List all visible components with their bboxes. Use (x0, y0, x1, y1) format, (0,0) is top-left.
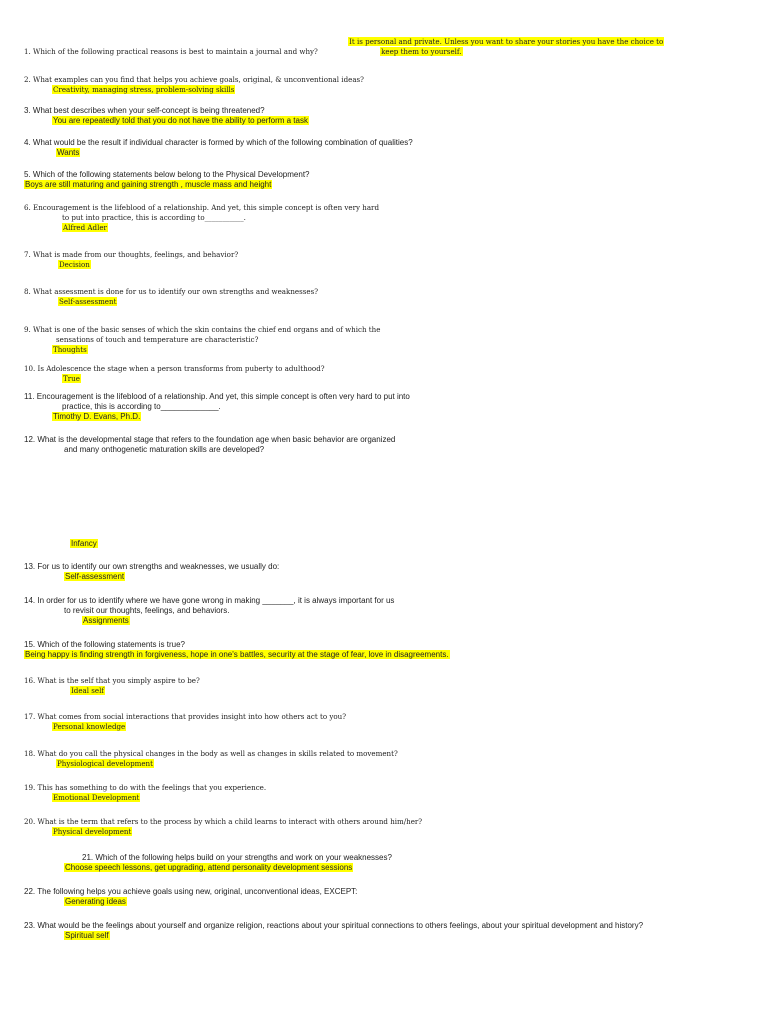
question-6 (24, 203, 724, 233)
question-text: 6. Encouragement is the lifeblood of a relationship. And yet, this simple concept is often very hard (24, 203, 379, 212)
question-text: 12. What is the developmental stage that refers to the foundation age when basic behavior are organized (24, 435, 396, 444)
question-text: to revisit our thoughts, feelings, and behaviors. (64, 606, 230, 615)
question-text: to put into practice, this is according to___________. (62, 213, 246, 222)
question-10 (24, 364, 724, 384)
question-text: 11. Encouragement is the lifeblood of a relationship. And yet, this simple concept is often very hard to put into (24, 392, 410, 401)
question-text: 16. What is the self that you simply aspire to be? (24, 676, 200, 685)
highlighted-answer: Generating ideas (65, 897, 126, 906)
question-1 (24, 37, 724, 57)
highlighted-answer: Choose speech lessons, get upgrading, attend personality development sessions (65, 863, 353, 872)
question-text: 9. What is one of the basic senses of which the skin contains the chief end organs and of which the (24, 325, 381, 334)
question-3 (24, 106, 724, 126)
question-text: 8. What assessment is done for us to identify our own strengths and weaknesses? (24, 287, 319, 296)
highlighted-answer: Self-assessment (59, 297, 117, 306)
highlighted-answer: Infancy (71, 539, 97, 548)
question-text: 5. Which of the following statements below belong to the Physical Development? (24, 170, 310, 179)
highlighted-answer: Thoughts (53, 345, 87, 354)
question-15 (24, 640, 724, 660)
highlighted-answer: Emotional Development (53, 793, 140, 802)
question-7 (24, 250, 724, 270)
question-text: 4. What would be the result if individual character is formed by which of the following combination of qualities? (24, 138, 413, 147)
question-16 (24, 676, 724, 696)
highlighted-answer: Personal knowledge (53, 722, 126, 731)
highlighted-answer: Boys are still maturing and gaining strength , muscle mass and height (25, 180, 272, 189)
question-text: 23. What would be the feelings about yourself and organize religion, reactions about your spiritual connections to others feelings, about your spiritual development and history? (24, 921, 644, 930)
question-9 (24, 325, 724, 355)
question-18 (24, 749, 724, 769)
question-text: 7. What is made from our thoughts, feelings, and behavior? (24, 250, 239, 259)
question-22 (24, 887, 724, 907)
answer-block (348, 37, 664, 57)
question-21 (24, 853, 724, 873)
highlighted-answer: You are repeatedly told that you do not have the ability to perform a task (53, 116, 308, 125)
question-17 (24, 712, 724, 732)
highlighted-answer: Spiritual self (65, 931, 109, 940)
question-8 (24, 287, 724, 307)
question-text: 13. For us to identify our own strengths and weaknesses, we usually do: (24, 562, 280, 571)
question-13 (24, 562, 724, 582)
highlighted-answer: Timothy D. Evans, Ph.D. (53, 412, 141, 421)
question-14 (24, 596, 724, 626)
highlighted-answer: Self-assessment (65, 572, 125, 581)
question-text: and many onthogenetic maturation skills are developed? (64, 445, 265, 454)
highlighted-answer: Physical development (53, 827, 132, 836)
highlighted-answer: It is personal and private. Unless you want to share your stories you have the choice to (349, 37, 664, 46)
question-11 (24, 392, 724, 422)
question-text: 22. The following helps you achieve goals using new, original, unconventional ideas, EXCEPT: (24, 887, 358, 896)
highlighted-answer: Wants (57, 148, 80, 157)
question-text: 3. What best describes when your self-concept is being threatened? (24, 106, 265, 115)
question-text: 1. Which of the following practical reasons is best to maintain a journal and why? (24, 47, 318, 56)
question-20 (24, 817, 724, 837)
question-5 (24, 170, 724, 190)
highlighted-answer: True (63, 374, 80, 383)
question-4 (24, 138, 724, 158)
highlighted-answer: Being happy is finding strength in forgiveness, hope in one's battles, security at the stage of fear, love in disagreements. (25, 650, 449, 659)
question-text: 10. Is Adolescence the stage when a person transforms from puberty to adulthood? (24, 364, 325, 373)
highlighted-answer: Decision (59, 260, 90, 269)
question-text: 14. In order for us to identify where we have gone wrong in making _______, it is always important for us (24, 596, 395, 605)
question-text: practice, this is according to_____________. (62, 402, 221, 411)
answer-12 (24, 539, 724, 549)
question-12 (24, 435, 724, 455)
question-text: 15. Which of the following statements is true? (24, 640, 185, 649)
question-text: 21. Which of the following helps build on your strengths and work on your weaknesses? (82, 853, 392, 862)
question-text: 2. What examples can you find that helps you achieve goals, original, & unconventional ideas? (24, 75, 364, 84)
question-text: 17. What comes from social interactions that provides insight into how others act to you? (24, 712, 347, 721)
question-text: 20. What is the term that refers to the process by which a child learns to interact with others around him/her? (24, 817, 423, 826)
highlighted-answer: Physiological development (57, 759, 153, 768)
question-text: sensations of touch and temperature are characteristic? (56, 335, 259, 344)
highlighted-answer: Alfred Adler (63, 223, 107, 232)
question-2 (24, 75, 724, 95)
highlighted-answer: Creativity, managing stress, problem-solving skills (53, 85, 235, 94)
question-text: 18. What do you call the physical changes in the body as well as changes in skills related to movement? (24, 749, 398, 758)
question-text: 19. This has something to do with the feelings that you experience. (24, 783, 267, 792)
highlighted-answer: Ideal self (71, 686, 105, 695)
highlighted-answer: keep them to yourself. (381, 47, 462, 56)
highlighted-answer: Assignments (83, 616, 129, 625)
question-19 (24, 783, 724, 803)
question-23 (24, 921, 724, 941)
